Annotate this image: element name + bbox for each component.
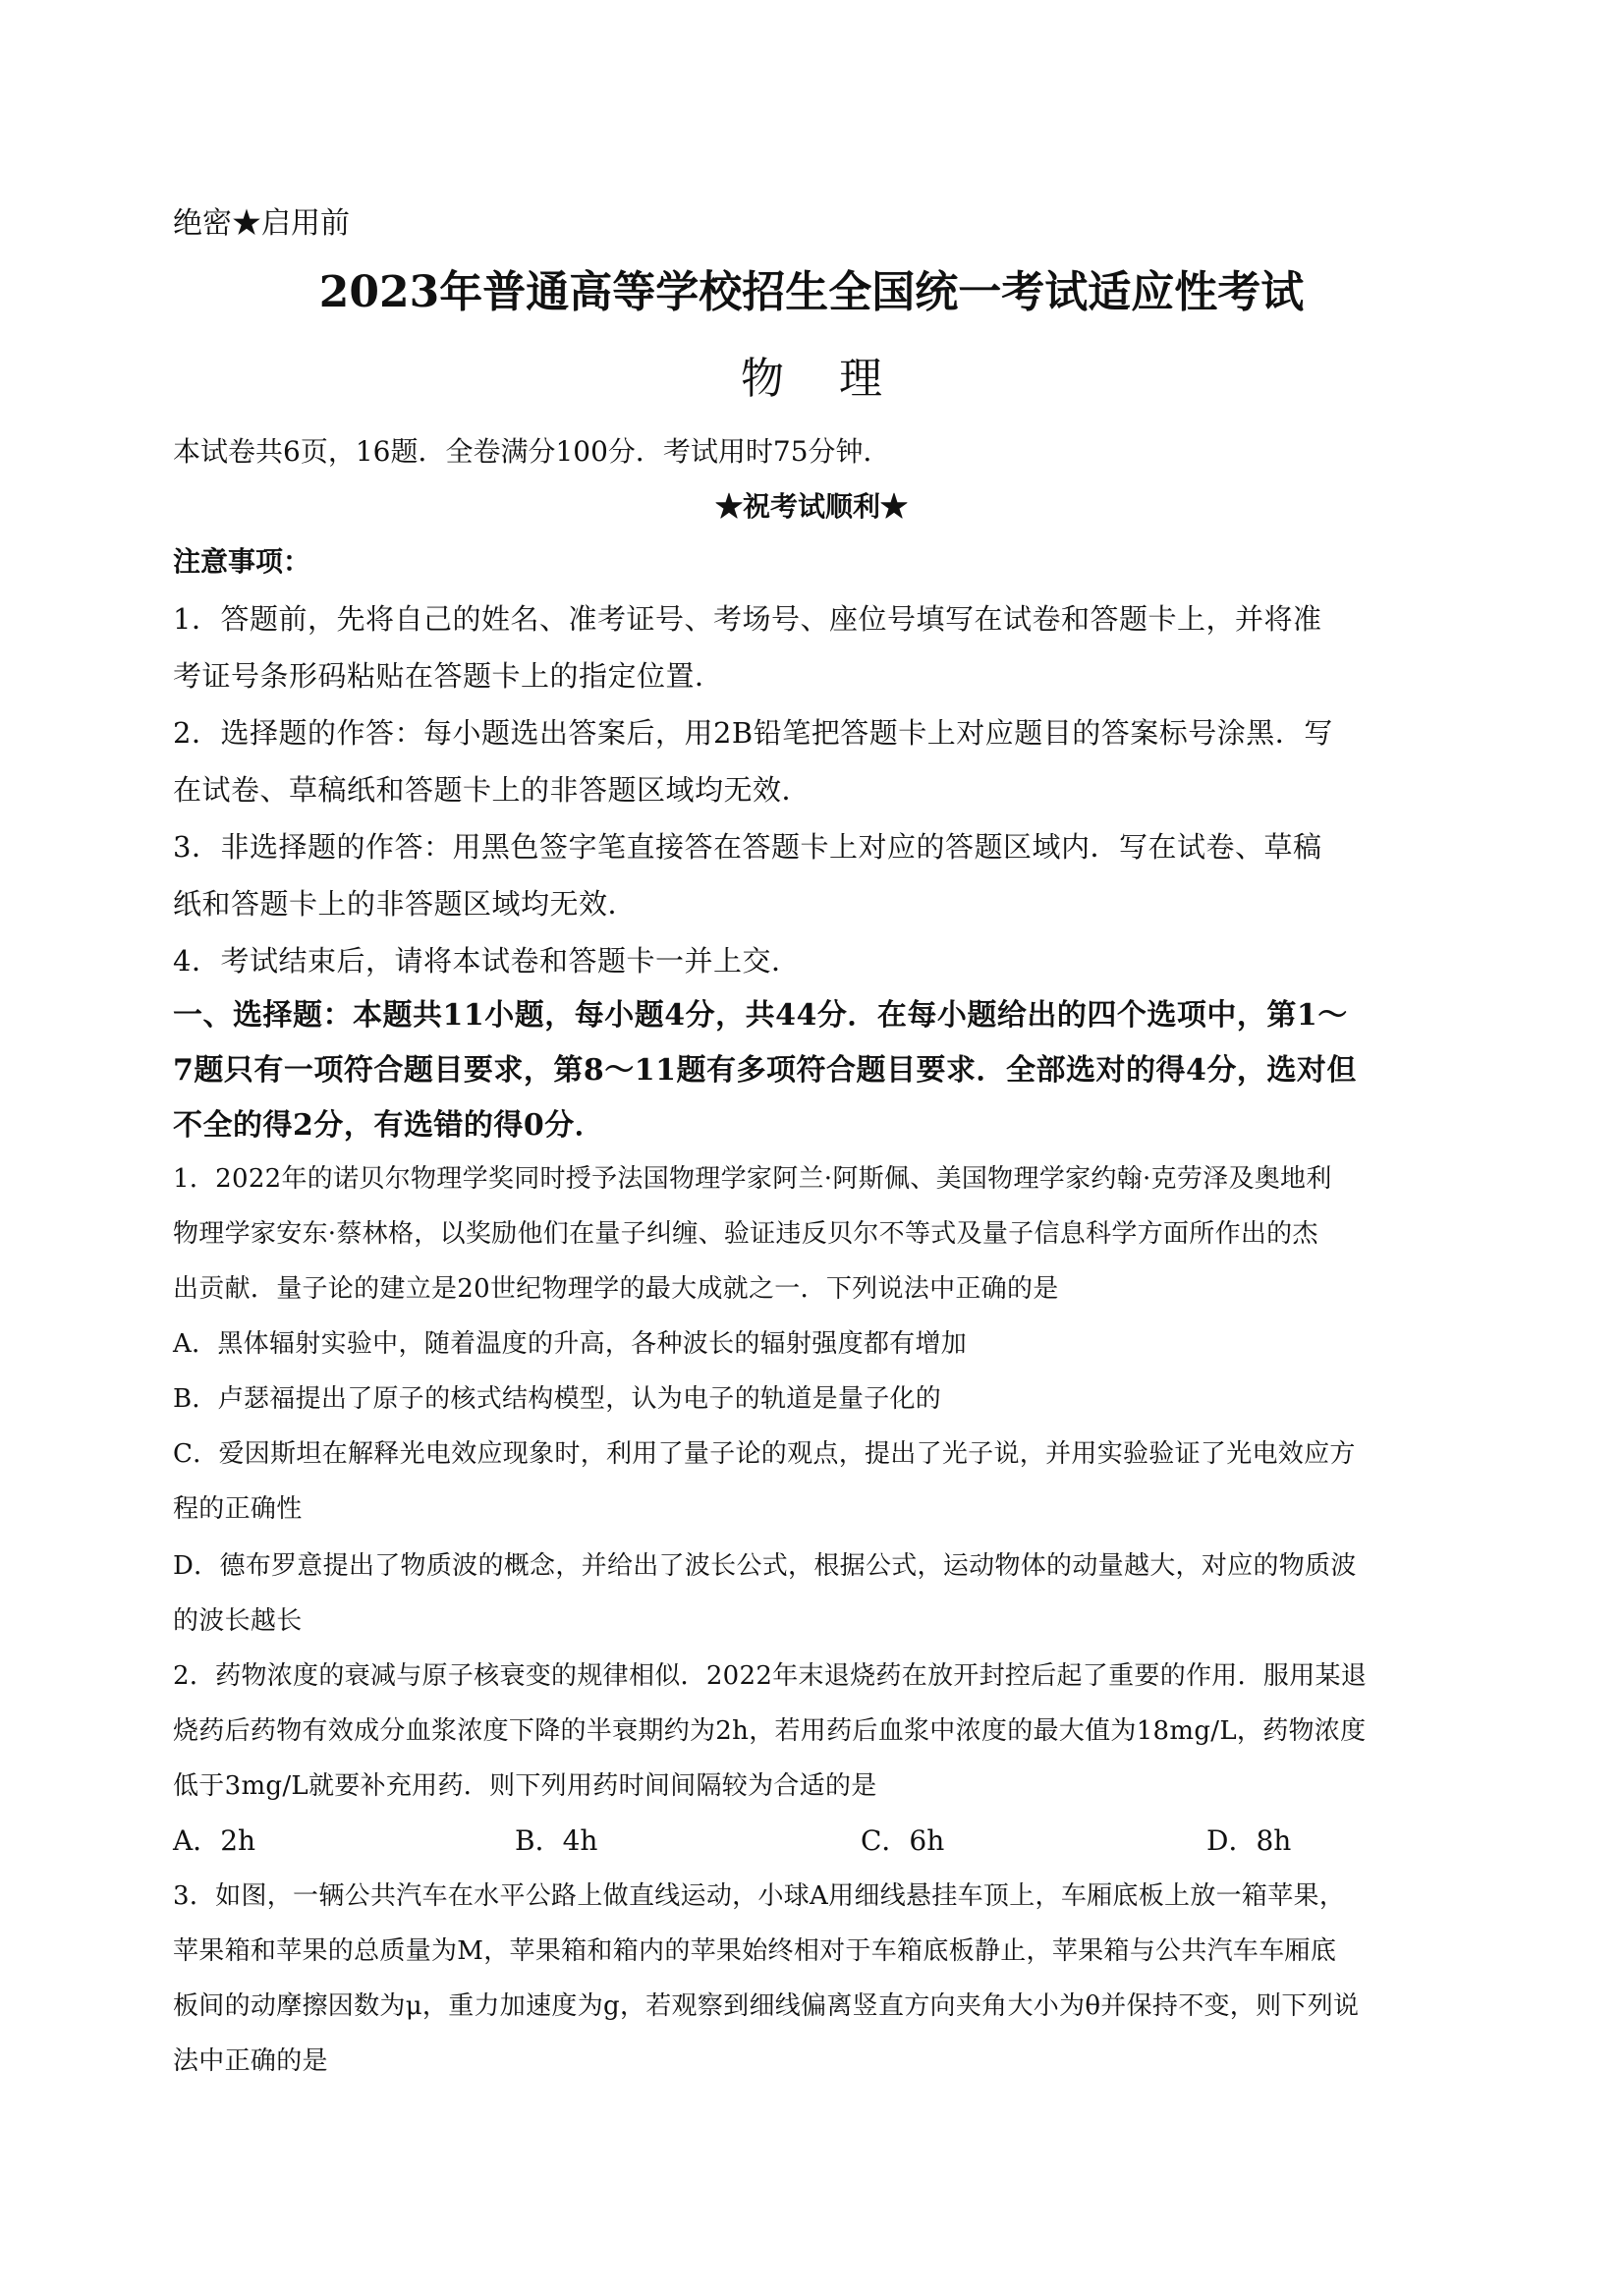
question-1-option-d: 的波长越长 [173,1606,303,1636]
notice-line: 在试卷、草稿纸和答题卡上的非答题区域均无效． [173,773,812,807]
question-2-option-b: B．4h [515,1824,598,1857]
question-1-option-d: D．德布罗意提出了物质波的概念，并给出了波长公式，根据公式，运动物体的动量越大，对应的物质波 [173,1551,1357,1581]
question-1-option-c: 程的正确性 [173,1494,303,1524]
question-1-option-a: A．黑体辐射实验中，随着温度的升高，各种波长的辐射强度都有增加 [173,1329,968,1359]
notice-line: 考证号条形码粘贴在答题卡上的指定位置． [173,659,724,693]
notice-line: 1．答题前，先将自己的姓名、准考证号、考场号、座位号填写在试卷和答题卡上，并将准 [173,602,1322,636]
question-2-option-a: A．2h [173,1824,256,1857]
notice-line: 2．选择题的作答：每小题选出答案后，用2B铅笔把答题卡上对应题目的答案标号涂黑．写 [173,716,1333,750]
question-1-option-b: B．卢瑟福提出了原子的核式结构模型，认为电子的轨道是量子化的 [173,1384,942,1414]
subject-title: 物理 [741,354,937,404]
question-3-stem: 法中正确的是 [173,2046,328,2076]
question-2-stem: 2．药物浓度的衰减与原子核衰变的规律相似．2022年末退烧药在放开封控后起了重要的作用．服用某退 [173,1661,1368,1691]
question-3-stem: 3．如图，一辆公共汽车在水平公路上做直线运动，小球A用细线悬挂车顶上，车厢底板上放一箱苹果， [173,1881,1346,1911]
notice-heading: 注意事项： [173,545,311,578]
question-3-stem: 苹果箱和苹果的总质量为M，苹果箱和箱内的苹果始终相对于车箱底板静止，苹果箱与公共汽车车厢底 [173,1936,1337,1966]
question-2-option-d: D．8h [1206,1824,1292,1857]
question-2-stem: 烧药后药物有效成分血浆浓度下降的半衰期约为2h，若用药后血浆中浓度的最大值为18mg/L，药物浓度 [173,1716,1367,1746]
notice-line: 纸和答题卡上的非答题区域均无效． [173,887,638,921]
notice-line: 3．非选择题的作答：用黑色签字笔直接答在答题卡上对应的答题区域内．写在试卷、草稿 [173,830,1322,864]
section-heading: 7题只有一项符合题目要求，第8～11题有多项符合题目要求．全部选对的得4分，选对但 [173,1053,1357,1088]
exam-title: 2023年普通高等学校招生全国统一考试适应性考试 [318,267,1305,317]
notice-line: 4．考试结束后，请将本试卷和答题卡一并上交． [173,944,801,978]
question-3-stem: 板间的动摩擦因数为μ，重力加速度为g，若观察到细线偏离竖直方向夹角大小为θ并保持不变，则下列说 [173,1991,1360,2021]
question-2-options [173,1821,1450,1861]
question-2-option-c: C．6h [861,1824,945,1857]
exam-intro: 本试卷共6页，16题．全卷满分100分．考试用时75分钟． [173,435,891,468]
question-1-stem: 1．2022年的诺贝尔物理学奖同时授予法国物理学家阿兰·阿斯佩、美国物理学家约翰·克劳泽及奥地利 [173,1164,1332,1194]
section-heading: 不全的得2分，有选错的得0分． [173,1108,605,1143]
section-heading: 一、选择题：本题共11小题，每小题4分，共44分．在每小题给出的四个选项中，第1～ [173,998,1348,1033]
question-2-stem: 低于3mg/L就要补充用药．则下列用药时间间隔较为合适的是 [173,1771,877,1801]
question-1-stem: 出贡献．量子论的建立是20世纪物理学的最大成就之一．下列说法中正确的是 [173,1274,1059,1304]
question-1-stem: 物理学家安东·蔡林格，以奖励他们在量子纠缠、验证违反贝尔不等式及量子信息科学方面所作出的杰 [173,1219,1318,1249]
question-1-option-c: C．爱因斯坦在解释光电效应现象时，利用了量子论的观点，提出了光子说，并用实验验证了光电效应方 [173,1439,1356,1469]
good-luck-banner: ★祝考试顺利★ [714,490,908,523]
confidential-label: 绝密★启用前 [173,206,350,241]
